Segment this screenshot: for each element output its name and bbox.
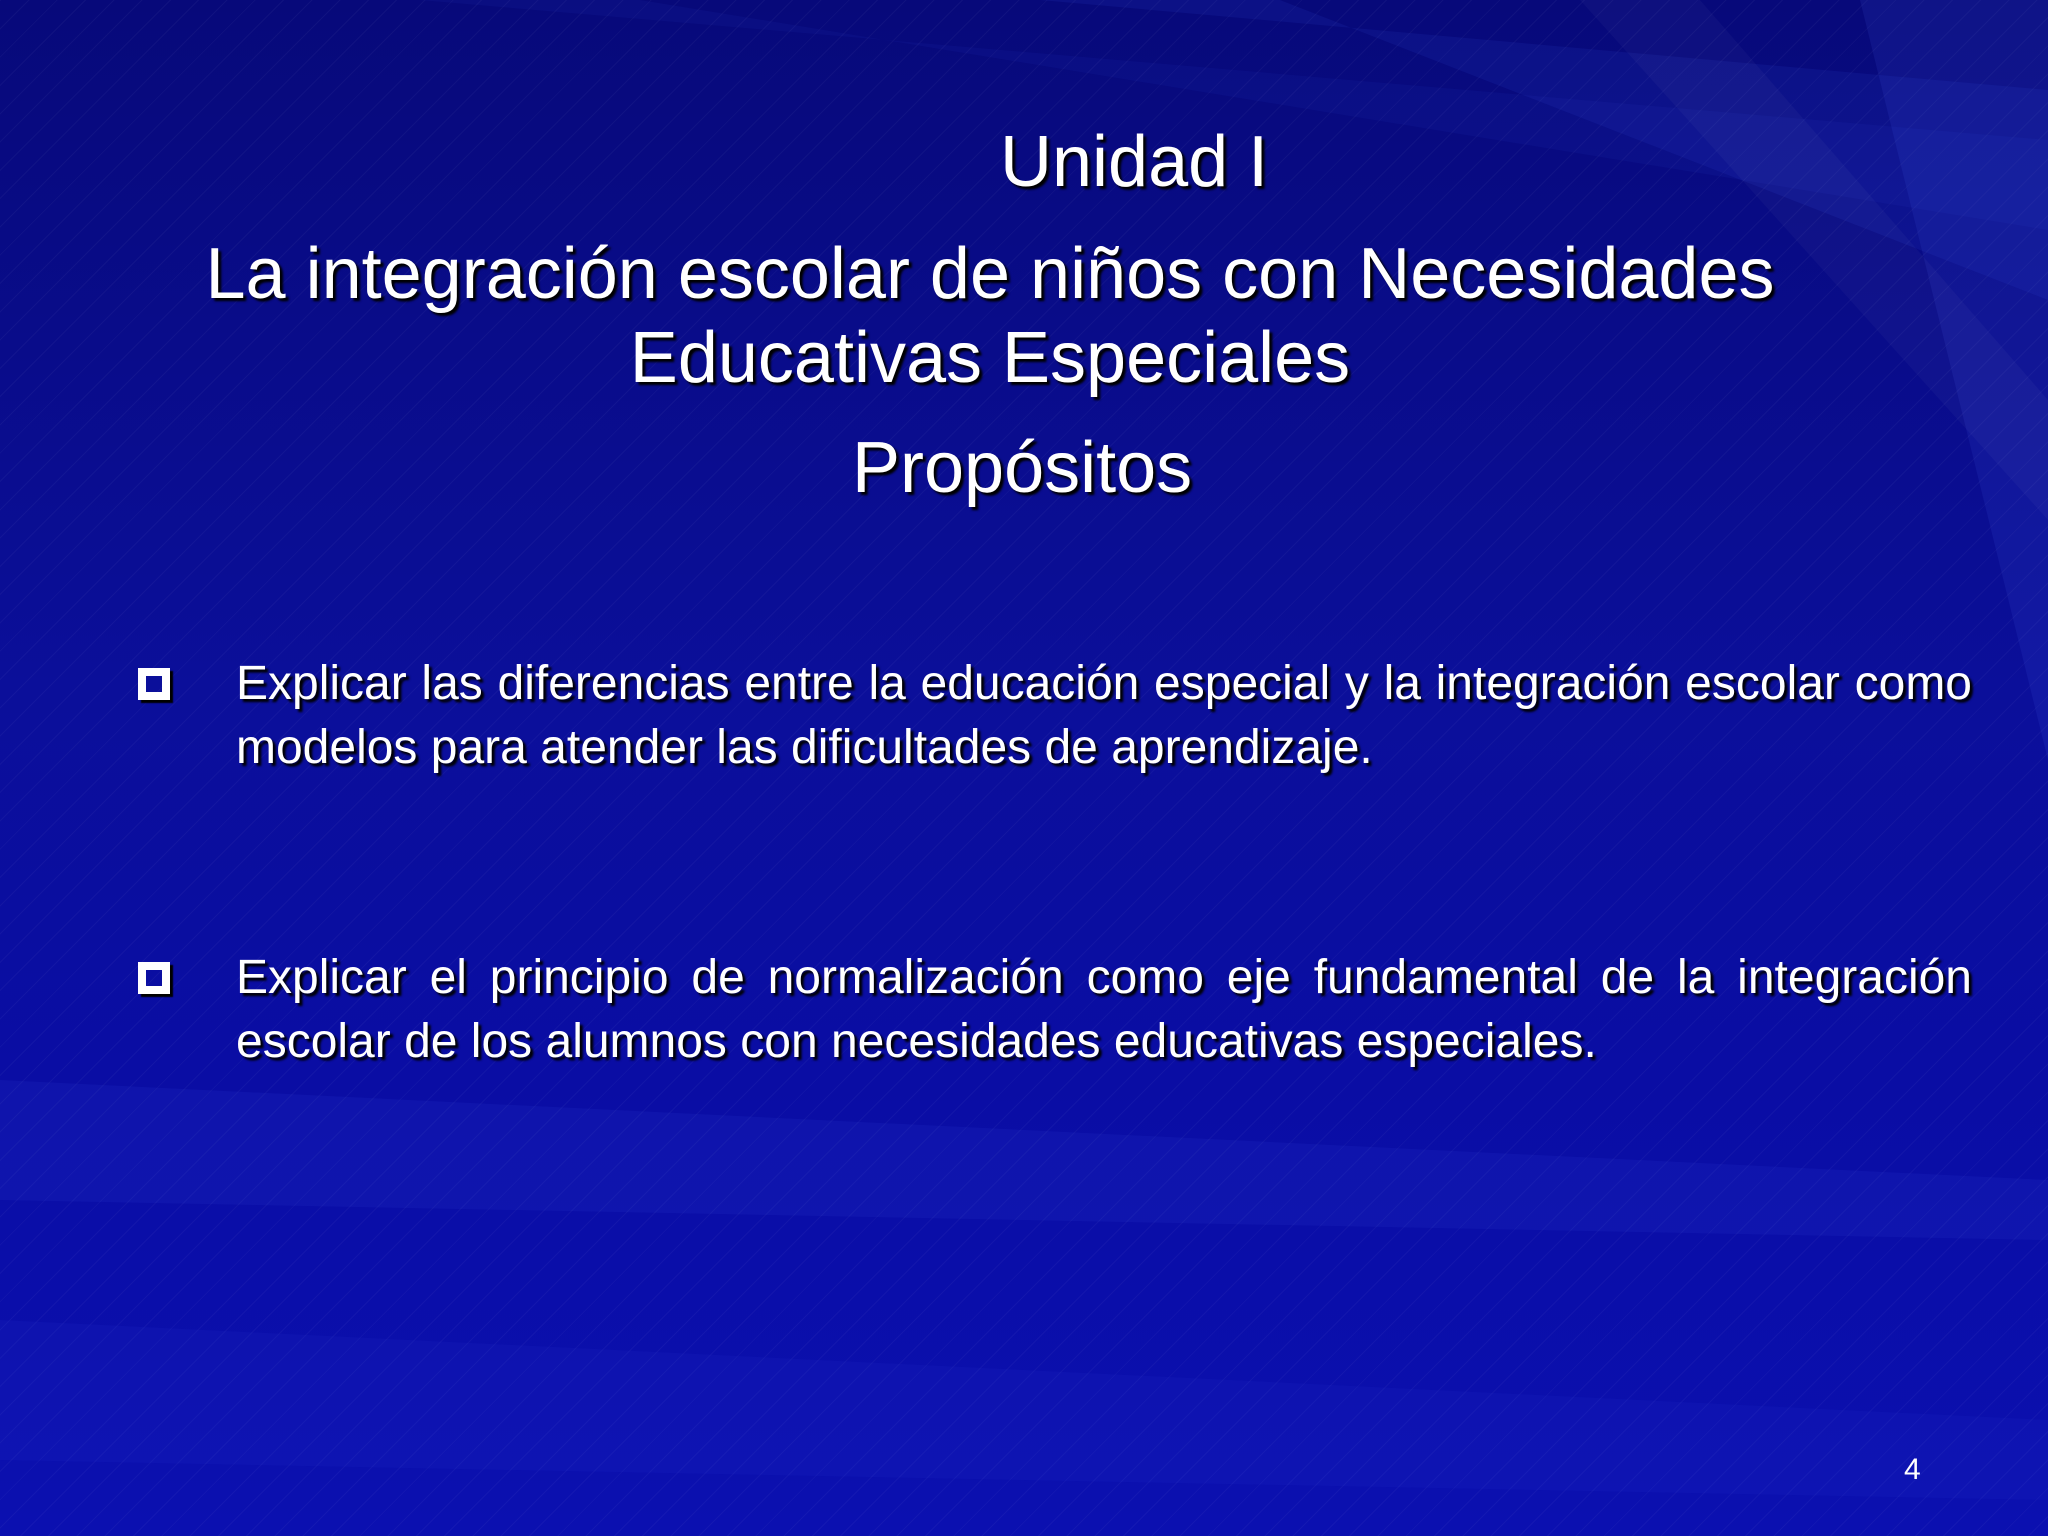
bullet-item — [132, 946, 1972, 1074]
bullet-text: Explicar las diferencias entre la educación especial y la integración escolar como modelos para atender las dificultades de aprendizaje. — [236, 657, 1972, 774]
hollow-square-bullet-icon — [138, 668, 170, 700]
page-number: 4 — [1904, 1453, 1921, 1486]
bullet-list — [132, 652, 1972, 1074]
unit-heading: Unidad I — [1000, 122, 1269, 202]
hollow-square-bullet-icon — [138, 962, 170, 994]
bullet-text: Explicar el principio de normalización como eje fundamental de la integración escolar de los alumnos con necesidades educativas especiales. — [236, 951, 1972, 1068]
section-heading: Propósitos — [852, 428, 1193, 508]
bullet-item — [132, 652, 1972, 780]
main-title: La integración escolar de niños con Necesidades Educativas Especiales — [205, 234, 1775, 398]
